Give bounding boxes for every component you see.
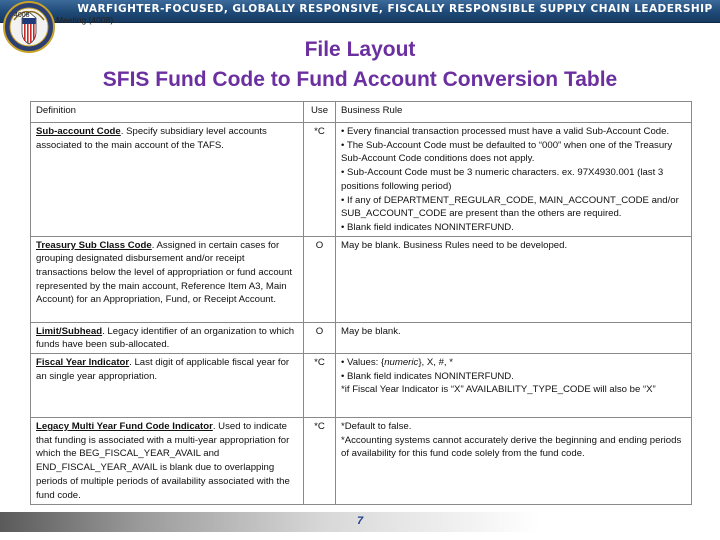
header-use: Use — [304, 102, 336, 123]
field-name: Sub-account Code — [36, 126, 121, 137]
business-rule-cell — [336, 418, 692, 505]
seal-number: 4008 — [14, 12, 30, 19]
page-title: File Layout — [304, 38, 416, 61]
table-row — [31, 236, 692, 322]
field-description: . Used to indicate that funding is associated with a multi-year appropriation for which the BEG_FISCAL_YEAR_AVAIL and END_FISCAL_YEAR_AVAIL is blank due to overlapping periods of multiple periods of availability associated with the fund code. — [36, 421, 290, 501]
use-cell: O — [304, 236, 336, 322]
field-name: Treasury Sub Class Code — [36, 239, 152, 251]
file-layout-table — [30, 101, 692, 505]
business-rule-cell — [336, 236, 692, 322]
rule-line: • Blank field indicates NONINTERFUND. — [341, 370, 514, 382]
table-row — [31, 322, 692, 353]
business-rule-cell — [336, 123, 692, 237]
table-row — [31, 418, 692, 505]
table-header-row — [31, 102, 692, 123]
rule-line-values — [341, 356, 686, 370]
rule-line: *if Fiscal Year Indicator is “X” AVAILABILITY_TYPE_CODE will also be “X” — [341, 384, 656, 396]
use-cell: O — [304, 322, 336, 353]
field-description: . Specify subsidiary level accounts associated to the main account of the TAFS. — [36, 126, 267, 151]
values-prefix: • Values: { — [341, 357, 385, 369]
definition-cell — [31, 354, 304, 418]
business-rule-cell — [336, 322, 692, 353]
page-number: 7 — [356, 515, 364, 527]
rule-line: • Sub-Account Code must be 3 numeric characters. ex. 97X4930.001 (last 3 positions following period) — [341, 167, 664, 192]
table-row — [31, 123, 692, 237]
rule-line: • The Sub-Account Code must be defaulted to “000” when one of the Treasury Sub-Account Code conditions does not apply. — [341, 139, 673, 165]
field-name: Limit/Subhead — [36, 325, 103, 337]
business-rule-cell — [336, 354, 692, 418]
rule-line: *Accounting systems cannot accurately derive the beginning and ending periods of availability for this fund code solely from the fund code. — [341, 434, 682, 460]
use-cell: *C — [304, 418, 336, 505]
banner-slogan: WARFIGHTER-FOCUSED, GLOBALLY RESPONSIVE, FISCALLY RESPONSIBLE SUPPLY CHAIN LEADERSHIP — [77, 3, 713, 15]
rule-line: May be blank. — [341, 325, 401, 337]
header-business-rule: Business Rule — [336, 102, 692, 123]
header-definition: Definition — [31, 102, 304, 123]
page-subtitle: SFIS Fund Code to Fund Account Conversion Table — [102, 68, 618, 91]
definition-cell — [31, 418, 304, 505]
rule-line: May be blank. Business Rules need to be developed. — [341, 239, 568, 251]
rule-line: *Default to false. — [341, 421, 412, 433]
field-name: Legacy Multi Year Fund Code Indicator — [36, 421, 213, 433]
use-cell: *C — [304, 123, 336, 237]
values-suffix: }, X, #, * — [418, 357, 453, 369]
meeting-label: Meeting (4008) — [56, 15, 114, 25]
definition-cell — [31, 236, 304, 322]
values-numeric: numeric — [384, 357, 419, 369]
definition-cell — [31, 123, 304, 237]
rule-line: • Every financial transaction processed must have a valid Sub-Account Code. — [341, 126, 670, 137]
table-row — [31, 354, 692, 418]
rule-line: • If any of DEPARTMENT_REGULAR_CODE, MAIN_ACCOUNT_CODE and/or SUB_ACCOUNT_CODE are present than the others are required. — [341, 194, 679, 220]
rule-line: • Blank field indicates NONINTERFUND. — [341, 221, 514, 233]
field-description: . Legacy identifier of an organization to which funds have been sub-allocated. — [36, 325, 295, 351]
definition-cell — [31, 322, 304, 353]
field-name: Fiscal Year Indicator — [36, 357, 130, 369]
field-description: . Assigned in certain cases for grouping designated disbursement and/or receipt transactions below the level of appropriation or fund account represented by the main account, Reference Item A3, Main Account) for an Appropriation, Fund, or Receipt Account. — [36, 239, 292, 306]
field-description: . Last digit of applicable fiscal year for an single year appropriation. — [36, 357, 290, 382]
use-cell: *C — [304, 354, 336, 418]
